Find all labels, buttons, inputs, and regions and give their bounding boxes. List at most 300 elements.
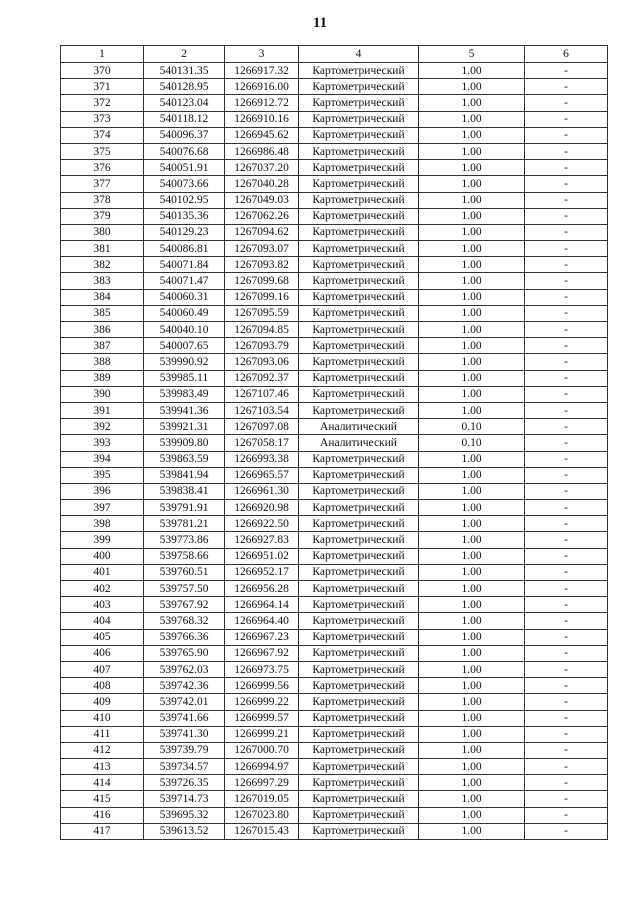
table-row	[61, 127, 608, 143]
y-coordinate-cell: 1266920.98	[225, 500, 299, 516]
table-header	[61, 46, 608, 63]
point-number-cell: 408	[61, 678, 144, 694]
column-header-1: 1	[61, 46, 144, 63]
x-coordinate-cell: 539613.52	[144, 823, 225, 839]
table-row	[61, 483, 608, 499]
note-cell: -	[525, 742, 608, 758]
method-cell: Картометрический	[299, 451, 419, 467]
accuracy-cell: 1.00	[419, 143, 525, 159]
point-number-cell: 389	[61, 370, 144, 386]
point-number-cell: 371	[61, 79, 144, 95]
method-cell: Картометрический	[299, 645, 419, 661]
note-cell: -	[525, 354, 608, 370]
note-cell: -	[525, 726, 608, 742]
x-coordinate-cell: 540129.23	[144, 224, 225, 240]
table-row	[61, 338, 608, 354]
note-cell: -	[525, 532, 608, 548]
point-number-cell: 395	[61, 467, 144, 483]
point-number-cell: 401	[61, 564, 144, 580]
x-coordinate-cell: 539791.91	[144, 500, 225, 516]
table-row	[61, 241, 608, 257]
note-cell: -	[525, 305, 608, 321]
y-coordinate-cell: 1267023.80	[225, 807, 299, 823]
table-row	[61, 564, 608, 580]
method-cell: Картометрический	[299, 95, 419, 111]
accuracy-cell: 0.10	[419, 419, 525, 435]
y-coordinate-cell: 1266951.02	[225, 548, 299, 564]
page-number: 11	[312, 15, 328, 31]
table-row	[61, 160, 608, 176]
x-coordinate-cell: 540102.95	[144, 192, 225, 208]
y-coordinate-cell: 1267015.43	[225, 823, 299, 839]
table-row	[61, 419, 608, 435]
table-row	[61, 613, 608, 629]
point-number-cell: 374	[61, 127, 144, 143]
table-row	[61, 111, 608, 127]
point-number-cell: 399	[61, 532, 144, 548]
point-number-cell: 414	[61, 775, 144, 791]
x-coordinate-cell: 539941.36	[144, 402, 225, 418]
x-coordinate-cell: 540071.47	[144, 273, 225, 289]
x-coordinate-cell: 540131.35	[144, 63, 225, 79]
y-coordinate-cell: 1267019.05	[225, 791, 299, 807]
table-row	[61, 208, 608, 224]
x-coordinate-cell: 540123.04	[144, 95, 225, 111]
accuracy-cell: 1.00	[419, 354, 525, 370]
accuracy-cell: 1.00	[419, 257, 525, 273]
accuracy-cell: 1.00	[419, 224, 525, 240]
table-row	[61, 597, 608, 613]
y-coordinate-cell: 1266999.56	[225, 678, 299, 694]
x-coordinate-cell: 539714.73	[144, 791, 225, 807]
note-cell: -	[525, 759, 608, 775]
method-cell: Картометрический	[299, 823, 419, 839]
table-row	[61, 273, 608, 289]
y-coordinate-cell: 1267092.37	[225, 370, 299, 386]
accuracy-cell: 1.00	[419, 645, 525, 661]
method-cell: Картометрический	[299, 338, 419, 354]
y-coordinate-cell: 1266945.62	[225, 127, 299, 143]
accuracy-cell: 1.00	[419, 386, 525, 402]
y-coordinate-cell: 1267095.59	[225, 305, 299, 321]
y-coordinate-cell: 1267049.03	[225, 192, 299, 208]
method-cell: Картометрический	[299, 564, 419, 580]
table-row	[61, 370, 608, 386]
table-row	[61, 95, 608, 111]
point-number-cell: 372	[61, 95, 144, 111]
accuracy-cell: 1.00	[419, 402, 525, 418]
method-cell: Картометрический	[299, 742, 419, 758]
method-cell: Картометрический	[299, 597, 419, 613]
point-number-cell: 385	[61, 305, 144, 321]
note-cell: -	[525, 289, 608, 305]
y-coordinate-cell: 1266912.72	[225, 95, 299, 111]
note-cell: -	[525, 386, 608, 402]
accuracy-cell: 1.00	[419, 807, 525, 823]
x-coordinate-cell: 539768.32	[144, 613, 225, 629]
accuracy-cell: 1.00	[419, 111, 525, 127]
table-row	[61, 629, 608, 645]
accuracy-cell: 1.00	[419, 467, 525, 483]
table-row	[61, 661, 608, 677]
y-coordinate-cell: 1266922.50	[225, 516, 299, 532]
y-coordinate-cell: 1267062.26	[225, 208, 299, 224]
x-coordinate-cell: 539773.86	[144, 532, 225, 548]
y-coordinate-cell: 1266952.17	[225, 564, 299, 580]
y-coordinate-cell: 1267093.07	[225, 241, 299, 257]
note-cell: -	[525, 127, 608, 143]
table-row	[61, 807, 608, 823]
note-cell: -	[525, 257, 608, 273]
table-row	[61, 710, 608, 726]
accuracy-cell: 1.00	[419, 305, 525, 321]
method-cell: Картометрический	[299, 160, 419, 176]
accuracy-cell: 1.00	[419, 678, 525, 694]
x-coordinate-cell: 539781.21	[144, 516, 225, 532]
method-cell: Картометрический	[299, 257, 419, 273]
table-row	[61, 435, 608, 451]
method-cell: Картометрический	[299, 807, 419, 823]
x-coordinate-cell: 540071.84	[144, 257, 225, 273]
method-cell: Картометрический	[299, 354, 419, 370]
table-row	[61, 823, 608, 839]
point-number-cell: 386	[61, 322, 144, 338]
note-cell: -	[525, 823, 608, 839]
accuracy-cell: 1.00	[419, 160, 525, 176]
method-cell: Аналитический	[299, 419, 419, 435]
point-number-cell: 416	[61, 807, 144, 823]
x-coordinate-cell: 539741.66	[144, 710, 225, 726]
method-cell: Картометрический	[299, 224, 419, 240]
note-cell: -	[525, 143, 608, 159]
header-row	[61, 46, 608, 63]
method-cell: Картометрический	[299, 305, 419, 321]
point-number-cell: 405	[61, 629, 144, 645]
point-number-cell: 412	[61, 742, 144, 758]
y-coordinate-cell: 1267093.79	[225, 338, 299, 354]
note-cell: -	[525, 613, 608, 629]
table-row	[61, 694, 608, 710]
y-coordinate-cell: 1266956.28	[225, 581, 299, 597]
y-coordinate-cell: 1266999.21	[225, 726, 299, 742]
y-coordinate-cell: 1267099.16	[225, 289, 299, 305]
accuracy-cell: 1.00	[419, 322, 525, 338]
note-cell: -	[525, 419, 608, 435]
y-coordinate-cell: 1266927.83	[225, 532, 299, 548]
table-row	[61, 548, 608, 564]
table-row	[61, 467, 608, 483]
note-cell: -	[525, 192, 608, 208]
note-cell: -	[525, 500, 608, 516]
note-cell: -	[525, 694, 608, 710]
point-number-cell: 406	[61, 645, 144, 661]
table-row	[61, 516, 608, 532]
x-coordinate-cell: 540086.81	[144, 241, 225, 257]
x-coordinate-cell: 540007.65	[144, 338, 225, 354]
y-coordinate-cell: 1266999.22	[225, 694, 299, 710]
point-number-cell: 410	[61, 710, 144, 726]
note-cell: -	[525, 678, 608, 694]
x-coordinate-cell: 539757.50	[144, 581, 225, 597]
method-cell: Картометрический	[299, 500, 419, 516]
y-coordinate-cell: 1266967.23	[225, 629, 299, 645]
y-coordinate-cell: 1267103.54	[225, 402, 299, 418]
method-cell: Аналитический	[299, 435, 419, 451]
y-coordinate-cell: 1267099.68	[225, 273, 299, 289]
y-coordinate-cell: 1266916.00	[225, 79, 299, 95]
x-coordinate-cell: 539921.31	[144, 419, 225, 435]
accuracy-cell: 1.00	[419, 483, 525, 499]
point-number-cell: 404	[61, 613, 144, 629]
note-cell: -	[525, 516, 608, 532]
x-coordinate-cell: 539760.51	[144, 564, 225, 580]
x-coordinate-cell: 539726.35	[144, 775, 225, 791]
table-row	[61, 192, 608, 208]
note-cell: -	[525, 791, 608, 807]
method-cell: Картометрический	[299, 613, 419, 629]
note-cell: -	[525, 661, 608, 677]
point-number-cell: 411	[61, 726, 144, 742]
table-row	[61, 79, 608, 95]
method-cell: Картометрический	[299, 143, 419, 159]
note-cell: -	[525, 273, 608, 289]
table-row	[61, 322, 608, 338]
accuracy-cell: 1.00	[419, 791, 525, 807]
note-cell: -	[525, 597, 608, 613]
x-coordinate-cell: 540060.49	[144, 305, 225, 321]
accuracy-cell: 1.00	[419, 694, 525, 710]
point-number-cell: 381	[61, 241, 144, 257]
method-cell: Картометрический	[299, 532, 419, 548]
accuracy-cell: 1.00	[419, 823, 525, 839]
method-cell: Картометрический	[299, 483, 419, 499]
accuracy-cell: 1.00	[419, 613, 525, 629]
accuracy-cell: 1.00	[419, 241, 525, 257]
table-row	[61, 402, 608, 418]
point-number-cell: 415	[61, 791, 144, 807]
table-row	[61, 742, 608, 758]
point-number-cell: 380	[61, 224, 144, 240]
method-cell: Картометрический	[299, 661, 419, 677]
y-coordinate-cell: 1266997.29	[225, 775, 299, 791]
table-row	[61, 176, 608, 192]
table-row	[61, 63, 608, 79]
method-cell: Картометрический	[299, 322, 419, 338]
note-cell: -	[525, 63, 608, 79]
note-cell: -	[525, 176, 608, 192]
x-coordinate-cell: 539863.59	[144, 451, 225, 467]
accuracy-cell: 1.00	[419, 273, 525, 289]
y-coordinate-cell: 1266999.57	[225, 710, 299, 726]
table-row	[61, 354, 608, 370]
point-number-cell: 402	[61, 581, 144, 597]
table-row	[61, 791, 608, 807]
note-cell: -	[525, 548, 608, 564]
y-coordinate-cell: 1267094.85	[225, 322, 299, 338]
accuracy-cell: 1.00	[419, 775, 525, 791]
x-coordinate-cell: 539762.03	[144, 661, 225, 677]
y-coordinate-cell: 1267097.08	[225, 419, 299, 435]
method-cell: Картометрический	[299, 759, 419, 775]
y-coordinate-cell: 1267040.28	[225, 176, 299, 192]
accuracy-cell: 1.00	[419, 726, 525, 742]
x-coordinate-cell: 539990.92	[144, 354, 225, 370]
y-coordinate-cell: 1267000.70	[225, 742, 299, 758]
method-cell: Картометрический	[299, 581, 419, 597]
note-cell: -	[525, 95, 608, 111]
point-number-cell: 400	[61, 548, 144, 564]
point-number-cell: 390	[61, 386, 144, 402]
y-coordinate-cell: 1267058.17	[225, 435, 299, 451]
y-coordinate-cell: 1266994.97	[225, 759, 299, 775]
method-cell: Картометрический	[299, 629, 419, 645]
x-coordinate-cell: 540096.37	[144, 127, 225, 143]
point-number-cell: 417	[61, 823, 144, 839]
method-cell: Картометрический	[299, 370, 419, 386]
accuracy-cell: 0.10	[419, 435, 525, 451]
point-number-cell: 377	[61, 176, 144, 192]
note-cell: -	[525, 322, 608, 338]
coordinates-table	[60, 45, 608, 840]
point-number-cell: 370	[61, 63, 144, 79]
table-row	[61, 257, 608, 273]
accuracy-cell: 1.00	[419, 451, 525, 467]
method-cell: Картометрический	[299, 111, 419, 127]
point-number-cell: 407	[61, 661, 144, 677]
accuracy-cell: 1.00	[419, 742, 525, 758]
note-cell: -	[525, 710, 608, 726]
accuracy-cell: 1.00	[419, 581, 525, 597]
y-coordinate-cell: 1266967.92	[225, 645, 299, 661]
x-coordinate-cell: 540060.31	[144, 289, 225, 305]
method-cell: Картометрический	[299, 273, 419, 289]
method-cell: Картометрический	[299, 791, 419, 807]
x-coordinate-cell: 539985.11	[144, 370, 225, 386]
point-number-cell: 413	[61, 759, 144, 775]
y-coordinate-cell: 1266993.38	[225, 451, 299, 467]
accuracy-cell: 1.00	[419, 759, 525, 775]
y-coordinate-cell: 1266964.40	[225, 613, 299, 629]
x-coordinate-cell: 539758.66	[144, 548, 225, 564]
x-coordinate-cell: 539767.92	[144, 597, 225, 613]
column-header-4: 4	[299, 46, 419, 63]
point-number-cell: 373	[61, 111, 144, 127]
point-number-cell: 409	[61, 694, 144, 710]
x-coordinate-cell: 539741.30	[144, 726, 225, 742]
note-cell: -	[525, 402, 608, 418]
point-number-cell: 378	[61, 192, 144, 208]
method-cell: Картометрический	[299, 548, 419, 564]
y-coordinate-cell: 1266973.75	[225, 661, 299, 677]
method-cell: Картометрический	[299, 208, 419, 224]
accuracy-cell: 1.00	[419, 548, 525, 564]
x-coordinate-cell: 539841.94	[144, 467, 225, 483]
accuracy-cell: 1.00	[419, 597, 525, 613]
method-cell: Картометрический	[299, 289, 419, 305]
table-row	[61, 289, 608, 305]
note-cell: -	[525, 111, 608, 127]
x-coordinate-cell: 540118.12	[144, 111, 225, 127]
x-coordinate-cell: 539838.41	[144, 483, 225, 499]
note-cell: -	[525, 435, 608, 451]
accuracy-cell: 1.00	[419, 629, 525, 645]
accuracy-cell: 1.00	[419, 564, 525, 580]
point-number-cell: 393	[61, 435, 144, 451]
note-cell: -	[525, 241, 608, 257]
point-number-cell: 398	[61, 516, 144, 532]
point-number-cell: 375	[61, 143, 144, 159]
x-coordinate-cell: 540051.91	[144, 160, 225, 176]
point-number-cell: 403	[61, 597, 144, 613]
method-cell: Картометрический	[299, 467, 419, 483]
note-cell: -	[525, 79, 608, 95]
y-coordinate-cell: 1266961.30	[225, 483, 299, 499]
x-coordinate-cell: 540135.36	[144, 208, 225, 224]
x-coordinate-cell: 539983.49	[144, 386, 225, 402]
table-row	[61, 645, 608, 661]
table-row	[61, 581, 608, 597]
note-cell: -	[525, 160, 608, 176]
point-number-cell: 394	[61, 451, 144, 467]
method-cell: Картометрический	[299, 694, 419, 710]
x-coordinate-cell: 539742.01	[144, 694, 225, 710]
note-cell: -	[525, 451, 608, 467]
accuracy-cell: 1.00	[419, 208, 525, 224]
accuracy-cell: 1.00	[419, 516, 525, 532]
column-header-3: 3	[225, 46, 299, 63]
y-coordinate-cell: 1267093.06	[225, 354, 299, 370]
method-cell: Картометрический	[299, 402, 419, 418]
x-coordinate-cell: 540076.68	[144, 143, 225, 159]
y-coordinate-cell: 1266965.57	[225, 467, 299, 483]
table-row	[61, 775, 608, 791]
accuracy-cell: 1.00	[419, 289, 525, 305]
x-coordinate-cell: 540073.66	[144, 176, 225, 192]
point-number-cell: 379	[61, 208, 144, 224]
column-header-2: 2	[144, 46, 225, 63]
x-coordinate-cell: 539742.36	[144, 678, 225, 694]
note-cell: -	[525, 775, 608, 791]
note-cell: -	[525, 467, 608, 483]
note-cell: -	[525, 645, 608, 661]
x-coordinate-cell: 539739.79	[144, 742, 225, 758]
y-coordinate-cell: 1266917.32	[225, 63, 299, 79]
y-coordinate-cell: 1266964.14	[225, 597, 299, 613]
accuracy-cell: 1.00	[419, 79, 525, 95]
y-coordinate-cell: 1266910.16	[225, 111, 299, 127]
method-cell: Картометрический	[299, 192, 419, 208]
method-cell: Картометрический	[299, 775, 419, 791]
note-cell: -	[525, 483, 608, 499]
method-cell: Картометрический	[299, 710, 419, 726]
x-coordinate-cell: 539734.57	[144, 759, 225, 775]
note-cell: -	[525, 208, 608, 224]
accuracy-cell: 1.00	[419, 370, 525, 386]
y-coordinate-cell: 1267093.82	[225, 257, 299, 273]
method-cell: Картометрический	[299, 678, 419, 694]
x-coordinate-cell: 539765.90	[144, 645, 225, 661]
table-body	[61, 63, 608, 840]
note-cell: -	[525, 581, 608, 597]
table-row	[61, 224, 608, 240]
method-cell: Картометрический	[299, 176, 419, 192]
accuracy-cell: 1.00	[419, 661, 525, 677]
method-cell: Картометрический	[299, 386, 419, 402]
method-cell: Картометрический	[299, 726, 419, 742]
method-cell: Картометрический	[299, 79, 419, 95]
point-number-cell: 376	[61, 160, 144, 176]
x-coordinate-cell: 539695.32	[144, 807, 225, 823]
